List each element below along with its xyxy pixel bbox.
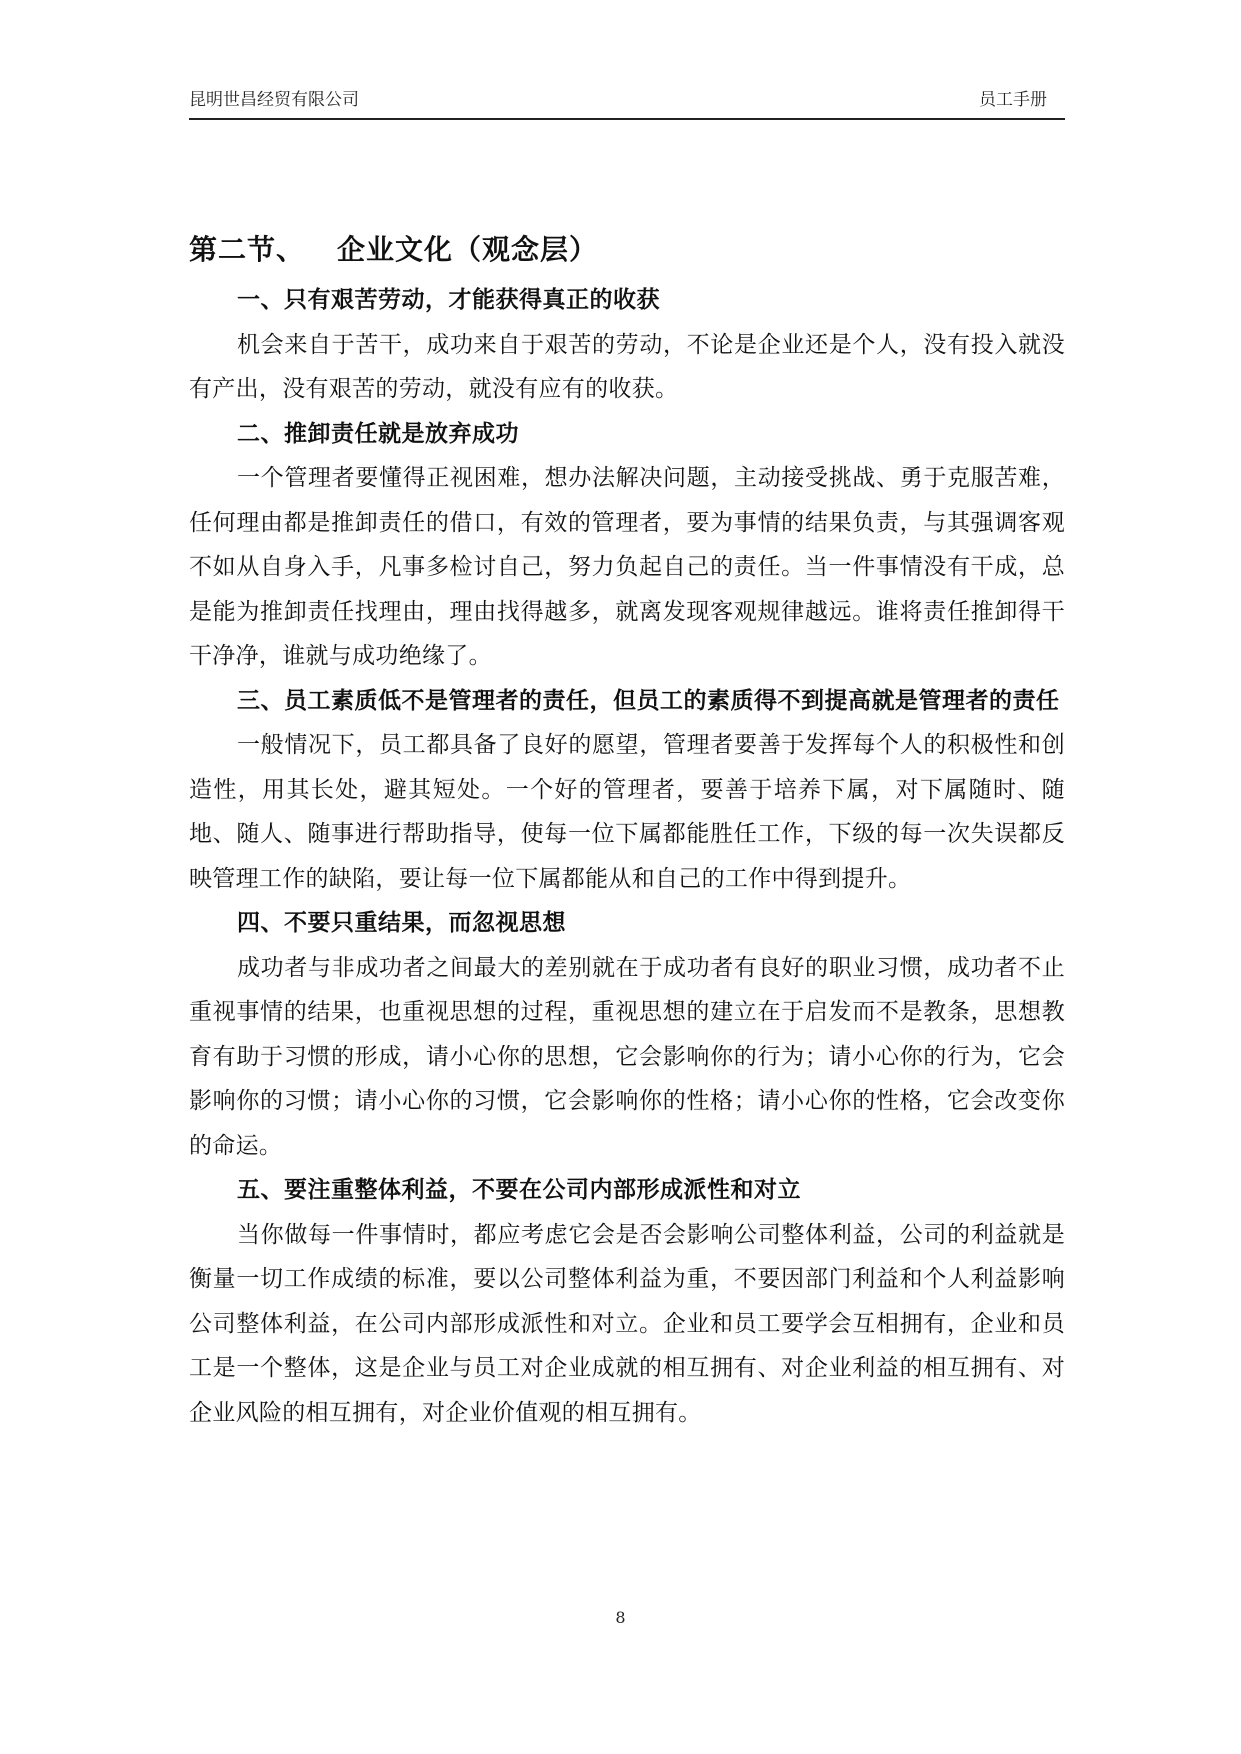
item-body-3: 一般情况下，员工都具备了良好的愿望，管理者要善于发挥每个人的积极性和创造性，用其长处，避其短处。一个好的管理者，要善于培养下属，对下属随时、随地、随人、随事进行帮助指导，使每一位下属都能胜任工作，下级的每一次失误都反映管理工作的缺陷，要让每一位下属都能从和自己的工作中得到提升。 [189,732,1065,892]
item-heading-1: 一、只有艰苦劳动，才能获得真正的收获 [237,287,660,313]
section-number: 第二节、 [189,233,306,266]
section-title [189,228,1065,272]
header-company-name: 昆明世昌经贸有限公司 [189,90,359,110]
item-body-1: 机会来自于苦干，成功来自于艰苦的劳动，不论是企业还是个人，没有投入就没有产出，没有艰苦的劳动，就没有应有的收获。 [189,331,1065,402]
item-heading-2: 二、推卸责任就是放弃成功 [237,420,519,447]
item-body-2: 一个管理者要懂得正视困难，想办法解决问题，主动接受挑战、勇于克服苦难，任何理由都是推卸责任的借口，有效的管理者，要为事情的结果负责，与其强调客观不如从自身入手，凡事多检讨自己，努力负起自己的责任。当一件事情没有干成，总是能为推卸责任找理由，理由找得越多，就离发现客观规律越远。谁将责任推卸得干干净净，谁就与成功绝缘了。 [189,465,1065,669]
item-heading-4: 四、不要只重结果，而忽视思想 [237,910,566,936]
item-body-5: 当你做每一件事情时，都应考虑它会是否会影响公司整体利益，公司的利益就是衡量一切工作成绩的标准，要以公司整体利益为重，不要因部门利益和个人利益影响公司整体利益，在公司内部形成派性和对立。企业和员工要学会互相拥有，企业和员工是一个整体，这是企业与员工对企业成就的相互拥有、对企业利益的相互拥有、对企业风险的相互拥有，对企业价值观的相互拥有。 [189,1221,1065,1426]
page-header [189,88,1065,120]
item-heading-3: 三、员工素质低不是管理者的责任，但员工的素质得不到提高就是管理者的责任 [237,687,1060,714]
page-number: 8 [615,1608,626,1627]
header-document-title: 员工手册 [979,90,1047,110]
section-name: 企业文化（观念层） [337,233,599,266]
item-body-4: 成功者与非成功者之间最大的差别就在于成功者有良好的职业习惯，成功者不止重视事情的结果，也重视思想的过程，重视思想的建立在于启发而不是教条，思想教育有助于习惯的形成，请小心你的思想，它会影响你的行为；请小心你的行为，它会影响你的习惯；请小心你的习惯，它会影响你的性格；请小心你的性格，它会改变你的命运。 [189,954,1065,1159]
page-content [189,228,1065,1435]
item-heading-5: 五、要注重整体利益，不要在公司内部形成派性和对立 [237,1177,801,1203]
